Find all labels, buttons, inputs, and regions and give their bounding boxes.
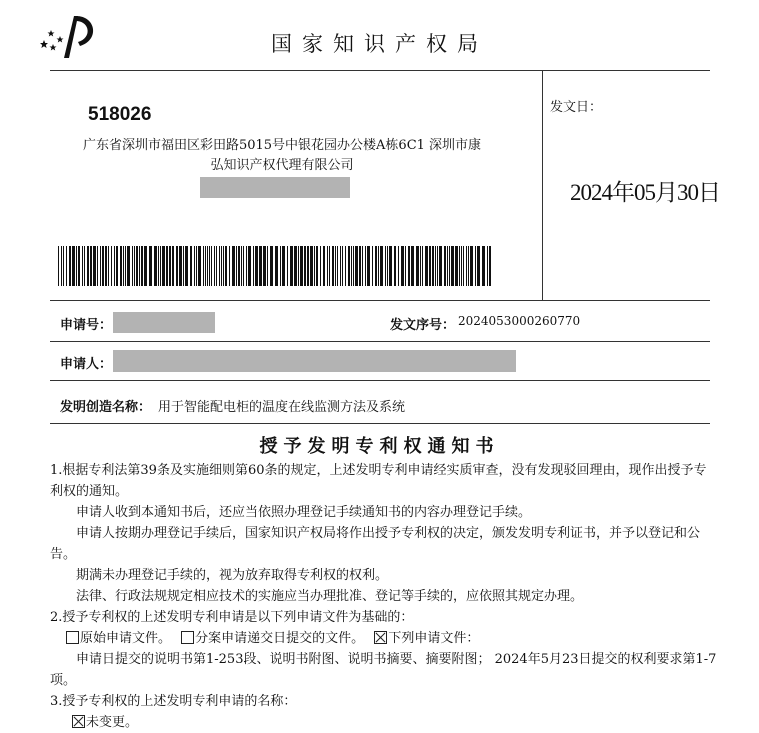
address-line-1: 广东省深圳市福田区彩田路5015号中银花园办公楼A栋6C1 深圳市康 bbox=[82, 138, 482, 153]
office-name: 国家知识产权局 bbox=[271, 32, 488, 56]
option-divisional: 分案申请递交日提交的文件。 bbox=[195, 631, 365, 646]
name-options bbox=[50, 712, 718, 733]
basis-options bbox=[50, 628, 718, 649]
checkbox-original-icon bbox=[66, 631, 79, 644]
checkbox-checked-icon bbox=[374, 631, 387, 644]
field-rule-3 bbox=[50, 380, 710, 381]
barcode bbox=[58, 246, 492, 286]
checkbox-unchanged-icon bbox=[72, 715, 85, 728]
paragraph-7: 申请日提交的说明书第1-253段、说明书附图、说明书摘要、摘要附图； 2024年5月23日提交的权利要求第1-7项。 bbox=[50, 652, 717, 688]
paragraph-2: 申请人收到本通知书后，还应当依照办理登记手续通知书的内容办理登记手续。 bbox=[76, 505, 532, 520]
option-original: 原始申请文件。 bbox=[80, 631, 172, 646]
paragraph-6: 2.授予专利权的上述发明专利申请是以下列申请文件为基础的： bbox=[50, 610, 414, 625]
send-date-label: 发文日： bbox=[550, 100, 603, 115]
field-rule-2 bbox=[50, 341, 710, 342]
paragraph-1: 1.根据专利法第39条及实施细则第60条的规定，上述发明专利申请经实质审查，没有发现驳回理由，现作出授予专利权的通知。 bbox=[50, 463, 707, 499]
serial-no-value: 2024053000260770 bbox=[458, 314, 581, 328]
invention-name-value: 用于智能配电柜的温度在线监测方法及系统 bbox=[158, 400, 406, 415]
postcode: 518026 bbox=[88, 104, 152, 125]
application-no-label: 申请号： bbox=[60, 318, 113, 333]
paragraph-3: 申请人按期办理登记手续后，国家知识产权局将作出授予专利权的决定，颁发发明专利证书，并予以登记和公告。 bbox=[50, 526, 701, 562]
header-rule bbox=[50, 70, 710, 71]
paragraph-4: 期满未办理登记手续的，视为放弃取得专利权的权利。 bbox=[76, 568, 389, 583]
serial-no-label: 发文序号： bbox=[390, 318, 456, 333]
redacted-application-no bbox=[113, 312, 215, 333]
applicant-label: 申请人： bbox=[60, 357, 113, 372]
address-line-2: 弘知识产权代理有限公司 bbox=[210, 158, 354, 173]
field-rule-1 bbox=[50, 300, 710, 301]
mailing-address bbox=[62, 136, 502, 176]
send-date-value: 2024年05月30日 bbox=[570, 180, 720, 205]
redacted-recipient bbox=[200, 177, 350, 198]
paragraph-5: 法律、行政法规规定相应技术的实施应当办理批准、登记等手续的，应依照其规定办理。 bbox=[76, 589, 584, 604]
notice-title: 授予发明专利权通知书 bbox=[259, 436, 500, 457]
redacted-applicant bbox=[113, 350, 516, 372]
date-divider bbox=[542, 70, 543, 300]
notice-body bbox=[50, 460, 718, 733]
checkbox-divisional-icon bbox=[181, 631, 194, 644]
field-rule-4 bbox=[50, 423, 710, 424]
option-following: 下列申请文件： bbox=[388, 631, 480, 646]
option-unchanged: 未变更。 bbox=[86, 715, 139, 730]
invention-name-label: 发明创造名称： bbox=[60, 400, 152, 415]
paragraph-8: 3.授予专利权的上述发明专利申请的名称： bbox=[50, 694, 297, 709]
